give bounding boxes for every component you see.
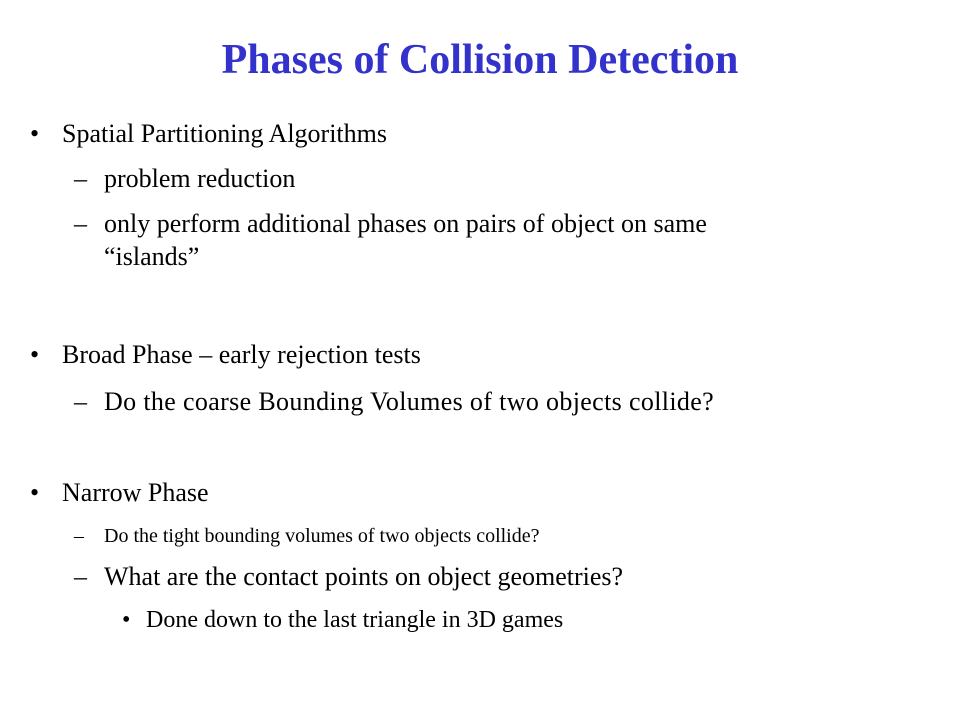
subbullet-additional-phases-cont: “islands” <box>104 242 200 271</box>
bullet-marker: • <box>122 607 131 633</box>
bullet-marker: • <box>30 478 40 507</box>
subbullet-additional-phases: only perform additional phases on pairs of object on same <box>104 209 707 238</box>
dash-marker: – <box>74 387 87 416</box>
dash-marker: – <box>74 209 87 238</box>
bullet-narrow-phase: Narrow Phase <box>62 478 209 507</box>
bullet-marker: • <box>30 340 40 369</box>
dash-marker: – <box>74 164 87 193</box>
subbullet-coarse-bounding-volumes: Do the coarse Bounding Volumes of two objects collide? <box>104 387 715 416</box>
dash-marker: – <box>74 525 84 547</box>
subbullet-contact-points: What are the contact points on object geometries? <box>104 562 624 591</box>
bullet-spatial-partitioning: Spatial Partitioning Algorithms <box>62 119 387 148</box>
slide-title: Phases of Collision Detection <box>221 37 739 83</box>
bullet-marker: • <box>30 119 40 148</box>
subbullet-problem-reduction: problem reduction <box>104 164 296 193</box>
dash-marker: – <box>74 562 87 591</box>
subbullet-tight-bounding-volumes: Do the tight bounding volumes of two objects collide? <box>104 525 540 547</box>
subsubbullet-last-triangle: Done down to the last triangle in 3D games <box>146 607 564 633</box>
bullet-broad-phase: Broad Phase – early rejection tests <box>62 340 421 369</box>
